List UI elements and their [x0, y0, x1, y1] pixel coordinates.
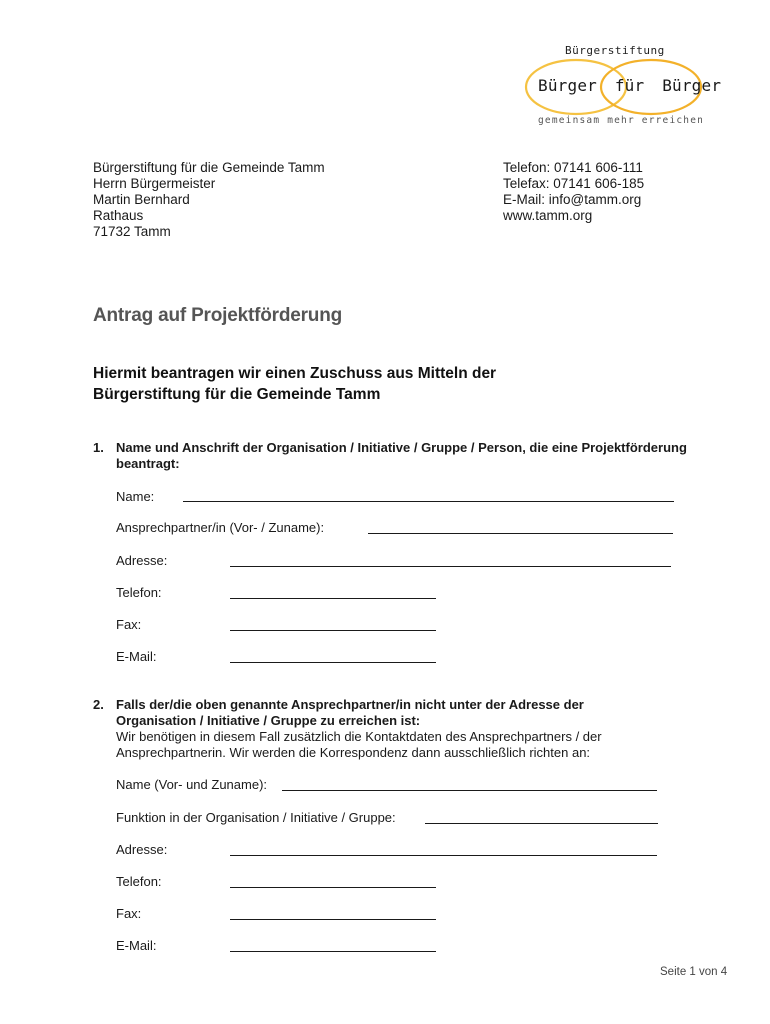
logo-word-right: Bürger [662, 76, 722, 95]
recipient-line: Martin Bernhard [93, 192, 190, 207]
contact-phone: Telefon: 07141 606-111 [503, 160, 643, 175]
s2-email-label: E-Mail: [116, 938, 157, 953]
intro-line: Bürgerstiftung für die Gemeinde Tamm [93, 386, 381, 403]
s1-name-label: Name: [116, 489, 155, 504]
s2-phone-field[interactable] [230, 887, 436, 888]
recipient-line: Bürgerstiftung für die Gemeinde Tamm [93, 160, 325, 175]
s1-phone-field[interactable] [230, 598, 436, 599]
section1-heading-line: Name und Anschrift der Organisation / Initiative / Gruppe / Person, die eine Projektförderung [116, 440, 687, 455]
s2-address-field[interactable] [230, 855, 657, 856]
page-number: Seite 1 von 4 [660, 966, 728, 978]
section1-heading-line: beantragt: [116, 456, 180, 471]
logo-tagline: gemeinsam mehr erreichen [538, 115, 705, 126]
s2-function-field[interactable] [425, 823, 658, 824]
section2-heading [116, 697, 584, 729]
section1-number: 1. [93, 440, 104, 455]
s1-phone-label: Telefon: [116, 585, 162, 600]
s2-name-field[interactable] [282, 790, 657, 791]
s2-function-label: Funktion in der Organisation / Initiative / Gruppe: [116, 810, 396, 825]
s1-fax-field[interactable] [230, 630, 436, 631]
section2-number: 2. [93, 697, 104, 712]
page-title: Antrag auf Projektförderung [93, 305, 343, 326]
s2-phone-label: Telefon: [116, 874, 162, 889]
intro-line: Hiermit beantragen wir einen Zuschuss aus Mitteln der [93, 365, 497, 382]
section1-heading [116, 440, 687, 472]
logo-word-mid: für [614, 76, 645, 95]
s2-name-label: Name (Vor- und Zuname): [116, 777, 268, 792]
s1-email-label: E-Mail: [116, 649, 157, 664]
s1-email-field[interactable] [230, 662, 436, 663]
s1-address-label: Adresse: [116, 553, 168, 568]
s2-fax-field[interactable] [230, 919, 436, 920]
recipient-line: 71732 Tamm [93, 224, 171, 239]
contact-website: www.tamm.org [503, 208, 593, 223]
intro-heading [93, 363, 496, 405]
section2-body-line: Wir benötigen in diesem Fall zusätzlich die Kontaktdaten des Ansprechpartners / der [116, 729, 602, 744]
logo-top-text: Bürgerstiftung [565, 44, 665, 57]
section2-body [116, 729, 602, 761]
contact-fax: Telefax: 07141 606-185 [503, 176, 645, 191]
recipient-line: Rathaus [93, 208, 144, 223]
section2-body-line: Ansprechpartnerin. Wir werden die Korrespondenz dann ausschließlich richten an: [116, 745, 591, 760]
recipient-line: Herrn Bürgermeister [93, 176, 216, 191]
s2-address-label: Adresse: [116, 842, 168, 857]
section2-heading-line: Falls der/die oben genannte Ansprechpartner/in nicht unter der Adresse der [116, 697, 584, 712]
section2-heading-line: Organisation / Initiative / Gruppe zu erreichen ist: [116, 713, 421, 728]
logo-wordmark [538, 76, 721, 95]
s1-contact-person-label: Ansprechpartner/in (Vor- / Zuname): [116, 520, 325, 535]
s2-email-field[interactable] [230, 951, 436, 952]
logo-word-left: Bürger [538, 76, 597, 95]
s1-address-field[interactable] [230, 566, 671, 567]
s2-fax-label: Fax: [116, 906, 142, 921]
contact-block [503, 160, 644, 224]
contact-email: E-Mail: info@tamm.org [503, 192, 642, 207]
s1-fax-label: Fax: [116, 617, 142, 632]
s1-contact-person-field[interactable] [368, 533, 673, 534]
recipient-address [93, 160, 325, 240]
s1-name-field[interactable] [183, 501, 674, 502]
